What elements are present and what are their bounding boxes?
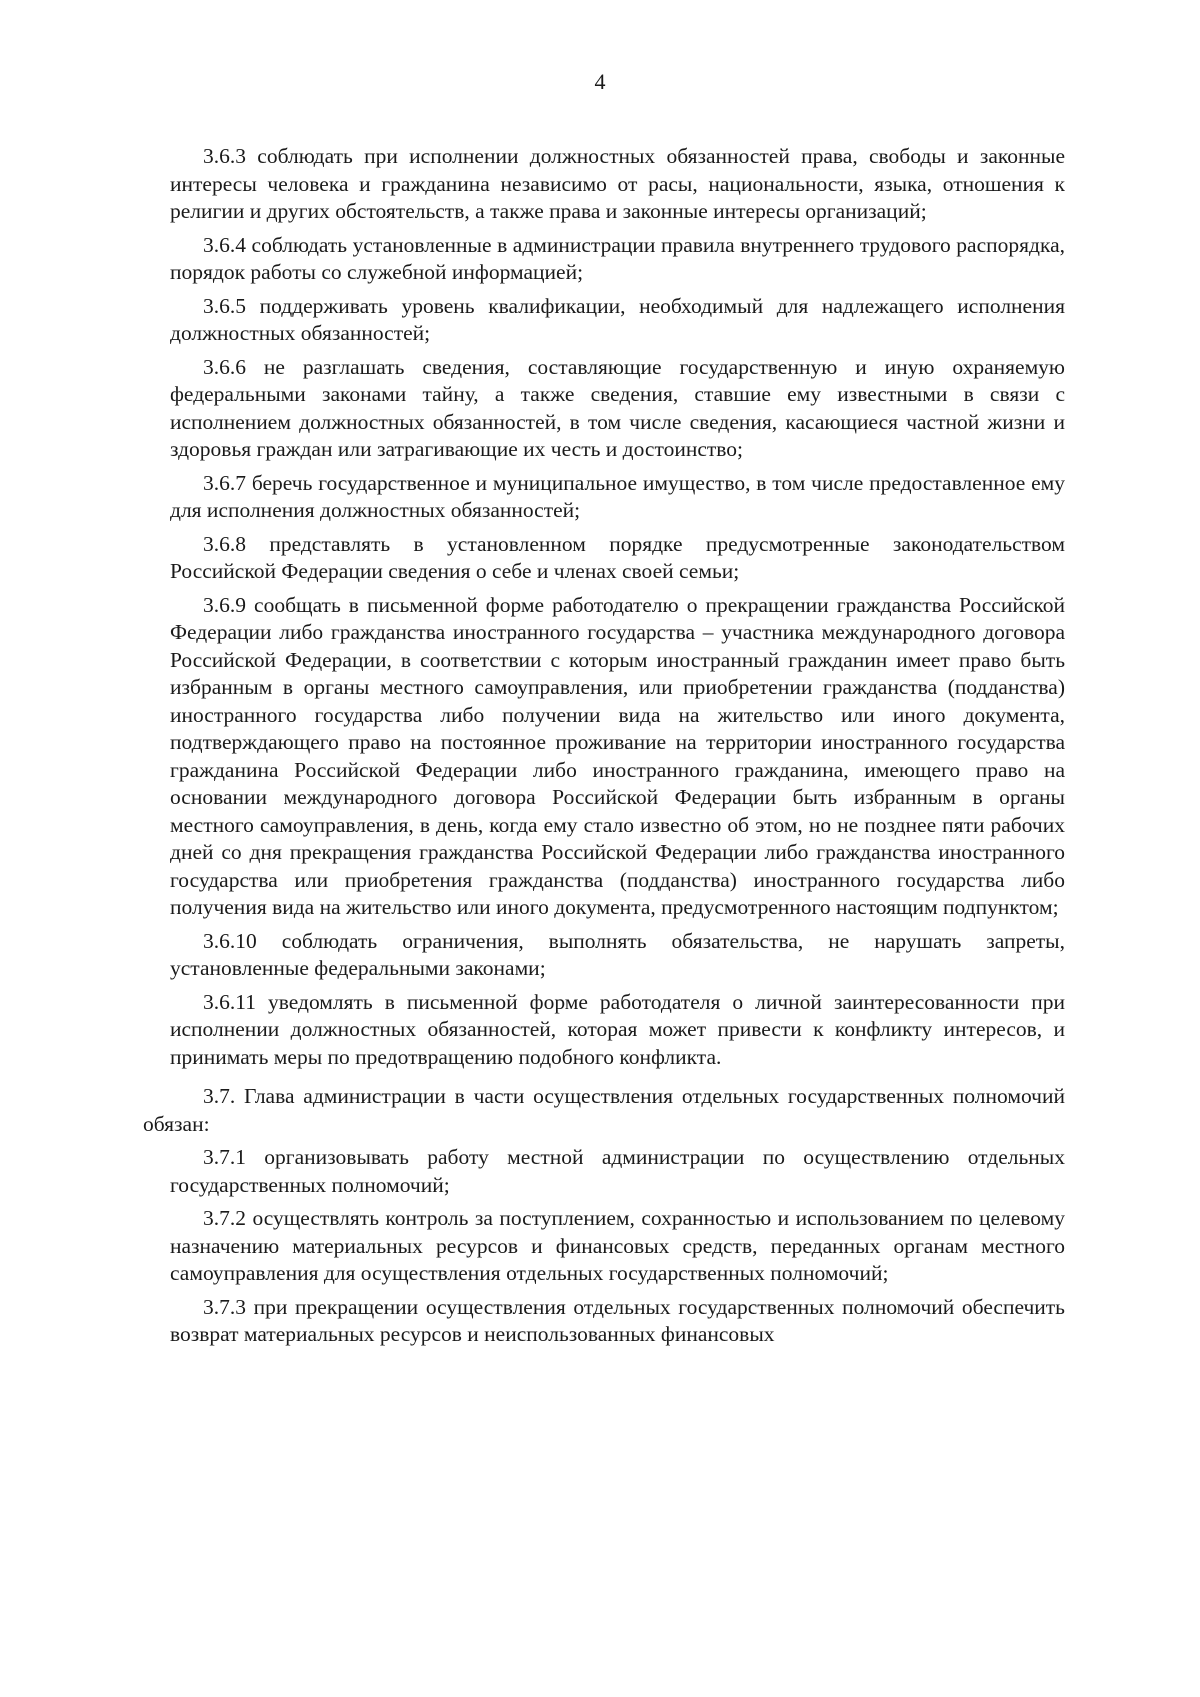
paragraph-3-7-1: 3.7.1 организовывать работу местной администрации по осуществлению отдельных государственных полномочий; — [170, 1145, 1065, 1197]
page-number: 4 — [594, 69, 606, 94]
paragraph-3-6-4: 3.6.4 соблюдать установленные в администрации правила внутреннего трудового распорядка, порядок работы со служебной информацией; — [170, 232, 1065, 284]
paragraph-3-7: 3.7. Глава администрации в части осуществления отдельных государственных полномочий обязан: — [143, 1084, 1065, 1136]
paragraph-3-6-7: 3.6.7 беречь государственное и муниципальное имущество, в том числе предоставленное ему для исполнения должностных обязанностей; — [170, 470, 1065, 522]
paragraph-3-6-11: 3.6.11 уведомлять в письменной форме работодателя о личной заинтересованности при исполнении должностных обязанностей, которая может привести к конфликту интересов, и принимать меры по предотвращению подобного конфликта. — [170, 989, 1065, 1069]
paragraph-3-6-9: 3.6.9 сообщать в письменной форме работодателю о прекращении гражданства Российской Федерации либо гражданства иностранного государства – участника международного договора Российской Федерации, в соответствии с которым иностранный гражданин имеет право быть избранным в органы местного самоуправления, или приобретении гражданства (подданства) иностранного государства либо получении вида на жительство или иного документа, подтверждающего право на постоянное проживание на территории иностранного государства гражданина Российской Федерации либо иностранного гражданина, имеющего право на основании международного договора Российской Федерации быть избранным в органы местного самоуправления, в день, когда ему стало известно об этом, но не позднее пяти рабочих дней со дня прекращения гражданства Российской Федерации либо гражданства иностранного государства или приобретения гражданства (подданства) иностранного государства либо получения вида на жительство или иного документа, предусмотренного настоящим подпунктом; — [170, 592, 1065, 919]
paragraph-3-6-8: 3.6.8 представлять в установленном порядке предусмотренные законодательством Российской Федерации сведения о себе и членах своей семьи; — [170, 531, 1065, 583]
paragraph-3-6-6: 3.6.6 не разглашать сведения, составляющие государственную и иную охраняемую федеральными законами тайну, а также сведения, ставшие ему известными в связи с исполнением должностных обязанностей, в том числе сведения, касающиеся частной жизни и здоровья граждан или затрагивающие их честь и достоинство; — [170, 354, 1065, 461]
paragraph-3-6-10: 3.6.10 соблюдать ограничения, выполнять обязательства, не нарушать запреты, установленные федеральными законами; — [170, 928, 1065, 980]
paragraph-3-7-3: 3.7.3 при прекращении осуществления отдельных государственных полномочий обеспечить возврат материальных ресурсов и неиспользованных финансовых — [170, 1294, 1065, 1346]
paragraph-3-6-3: 3.6.3 соблюдать при исполнении должностных обязанностей права, свободы и законные интересы человека и гражданина независимо от расы, национальности, языка, отношения к религии и других обстоятельств, а также права и законные интересы организаций; — [170, 144, 1065, 223]
paragraph-3-7-2: 3.7.2 осуществлять контроль за поступлением, сохранностью и использованием по целевому назначению материальных ресурсов и финансовых средств, переданных органам местного самоуправления для осуществления отдельных государственных полномочий; — [170, 1206, 1065, 1285]
paragraph-3-6-5: 3.6.5 поддерживать уровень квалификации, необходимый для надлежащего исполнения должностных обязанностей; — [170, 293, 1065, 345]
document-body — [143, 143, 1065, 1355]
